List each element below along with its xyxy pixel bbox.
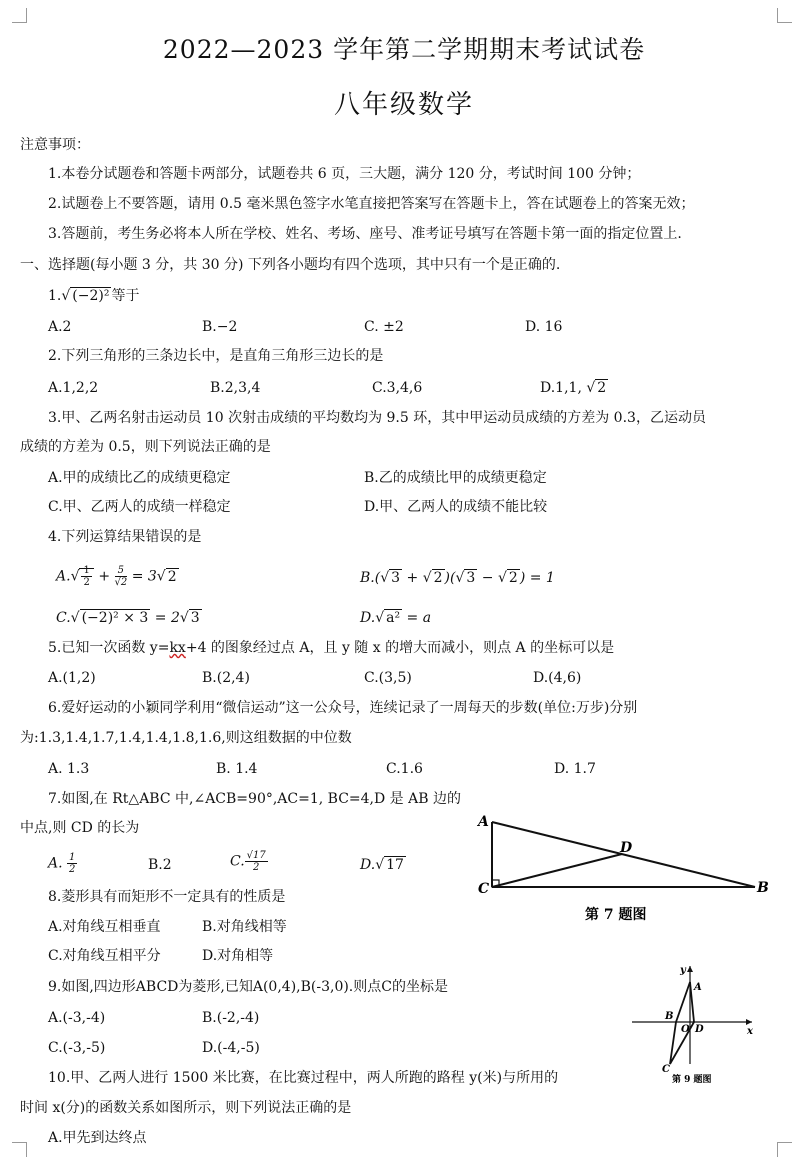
notice-heading: 注意事项： bbox=[20, 137, 90, 153]
section-1-heading: 一、选择题(每小题 3 分，共 30 分) 下列各小题均有四个选项，其中只有一个是正确的. bbox=[20, 257, 561, 273]
crop-mark-bottom-right bbox=[777, 1142, 792, 1157]
q3-option-d[interactable]: D.甲、乙两人的成绩不能比较 bbox=[364, 499, 548, 515]
q8-option-b[interactable]: B.对角线相等 bbox=[202, 919, 287, 935]
q1-suffix: 等于 bbox=[111, 288, 140, 304]
q6-option-c[interactable]: C.1.6 bbox=[386, 761, 423, 777]
q7-label-b: B bbox=[757, 880, 769, 896]
q9-label-o: O bbox=[681, 1024, 690, 1035]
notice-item-3: 3.答题前，考生务必将本人所在学校、姓名、考场、座号、准考证号填写在答题卡第一面的指定位置上. bbox=[48, 226, 682, 242]
q4-option-a[interactable]: A.√ $\frac{1}{2}$ + $\frac{5}{√2}$ = 3√ 2 bbox=[56, 565, 177, 588]
q1-option-c[interactable]: C. ±2 bbox=[364, 319, 404, 335]
q4-option-b[interactable]: B.(√ 3 + √ 2 )(√ 3 − √ 2 ) = 1 bbox=[360, 570, 555, 586]
q5-option-a[interactable]: A.(1,2) bbox=[48, 670, 96, 686]
q4-option-d[interactable]: D.√ a² = a bbox=[360, 610, 432, 626]
q9-label-d: D bbox=[695, 1024, 704, 1035]
q7-option-d[interactable]: D.√ 17 bbox=[360, 857, 404, 873]
question-7-stem-line-1: 7.如图,在 Rt△ABC 中,∠ACB=90°,AC=1, BC=4,D 是 AB 边的 bbox=[48, 791, 461, 807]
q9-caption: 第 9 题图 bbox=[672, 1075, 712, 1085]
q1-option-d[interactable]: D. 16 bbox=[525, 319, 563, 335]
q2-option-d[interactable]: D.1,1, √ 2 bbox=[540, 380, 607, 396]
q7-label-c: C bbox=[478, 881, 490, 897]
q7-label-d: D bbox=[620, 840, 633, 856]
q9-option-a[interactable]: A.(-3,-4) bbox=[48, 1010, 106, 1026]
q6-option-d[interactable]: D. 1.7 bbox=[554, 761, 596, 777]
notice-item-1: 1.本卷分试题卷和答题卡两部分，试题卷共 6 页，三大题，满分 120 分，考试时间 100 分钟； bbox=[48, 166, 641, 182]
exam-subtitle: 八年级数学 bbox=[333, 90, 474, 120]
q10-option-a[interactable]: A.甲先到达终点 bbox=[48, 1130, 147, 1146]
question-1-stem: 1.√ (−2)² 等于 bbox=[48, 288, 140, 304]
question-5-stem: 5.已知一次函数 y=kx+4 的图象经过点 A，且 y 随 x 的增大而减小，则点 A 的坐标可以是 bbox=[48, 640, 615, 656]
q3-option-a[interactable]: A.甲的成绩比乙的成绩更稳定 bbox=[48, 470, 231, 486]
question-2-stem: 2.下列三角形的三条边长中，是直角三角形三边长的是 bbox=[48, 348, 384, 364]
q1-radicand: (−2)² bbox=[72, 288, 110, 304]
exam-title: 2022—2023 学年第二学期期末考试试卷 bbox=[162, 35, 646, 64]
question-3-stem-line-1: 3.甲、乙两名射击运动员 10 次射击成绩的平均数均为 9.5 环，其中甲运动员成绩的方差为 0.3，乙运动员 bbox=[48, 410, 706, 426]
question-4-stem: 4.下列运算结果错误的是 bbox=[48, 529, 202, 545]
question-9-stem: 9.如图,四边形ABCD为菱形,已知A(0,4),B(-3,0).则点C的坐标是 bbox=[48, 979, 448, 995]
q5-option-c[interactable]: C.(3,5) bbox=[364, 670, 412, 686]
q6-option-a[interactable]: A. 1.3 bbox=[48, 761, 90, 777]
q7-option-a[interactable]: A. $\frac{1}{2}$ bbox=[48, 852, 76, 875]
q2-option-a[interactable]: A.1,2,2 bbox=[48, 380, 99, 396]
q4-option-c[interactable]: C.√ (−2)² × 3 = 2√ 3 bbox=[56, 610, 200, 626]
q8-option-a[interactable]: A.对角线互相垂直 bbox=[48, 919, 161, 935]
q3-option-c[interactable]: C.甲、乙两人的成绩一样稳定 bbox=[48, 499, 231, 515]
q3-option-b[interactable]: B.乙的成绩比甲的成绩更稳定 bbox=[364, 470, 547, 486]
question-10-stem-line-2: 时间 x(分)的函数关系如图所示，则下列说法正确的是 bbox=[20, 1100, 352, 1116]
q7-triangle-figure bbox=[470, 808, 770, 930]
q9-option-c[interactable]: C.(-3,-5) bbox=[48, 1040, 106, 1056]
q5-option-b[interactable]: B.(2,4) bbox=[202, 670, 250, 686]
q6-option-b[interactable]: B. 1.4 bbox=[216, 761, 258, 777]
q2-option-b[interactable]: B.2,3,4 bbox=[210, 380, 261, 396]
question-10-stem-line-1: 10.甲、乙两人进行 1500 米比赛，在比赛过程中，两人所跑的路程 y(米)与所用的 bbox=[48, 1070, 559, 1086]
q7-segment-cd bbox=[492, 854, 622, 887]
q8-option-d[interactable]: D.对角相等 bbox=[202, 948, 274, 964]
q7-label-a: A bbox=[478, 814, 489, 830]
crop-mark-bottom-left bbox=[12, 1142, 27, 1157]
q1-option-a[interactable]: A.2 bbox=[48, 319, 72, 335]
crop-mark-top-left bbox=[12, 8, 27, 23]
q7-option-b[interactable]: B.2 bbox=[148, 857, 172, 873]
notice-item-2: 2.试题卷上不要答题，请用 0.5 毫米黑色签字水笔直接把答案写在答题卡上，答在试题卷上的答案无效； bbox=[48, 196, 695, 212]
q5-option-d[interactable]: D.(4,6) bbox=[533, 670, 582, 686]
q9-label-b: B bbox=[665, 1011, 674, 1022]
q7-option-c[interactable]: C. $\frac{√17}{2}$ bbox=[230, 850, 266, 873]
question-6-stem-line-1: 6.爱好运动的小颖同学利用“微信运动”这一公众号，连续记录了一周每天的步数(单位:万步)分别 bbox=[48, 700, 638, 716]
question-7-stem-line-2: 中点,则 CD 的长为 bbox=[20, 820, 140, 836]
q9-label-a: A bbox=[694, 982, 702, 993]
question-3-stem-line-2: 成绩的方差为 0.5，则下列说法正确的是 bbox=[20, 439, 271, 455]
question-8-stem: 8.菱形具有而矩形不一定具有的性质是 bbox=[48, 889, 286, 905]
q9-x-axis-arrow bbox=[746, 1019, 752, 1025]
q1-prefix: 1. bbox=[48, 288, 62, 304]
crop-mark-top-right bbox=[777, 8, 792, 23]
q8-option-c[interactable]: C.对角线互相平分 bbox=[48, 948, 161, 964]
q1-option-b[interactable]: B.−2 bbox=[202, 319, 238, 335]
q9-rhombus-figure bbox=[628, 960, 758, 1088]
q2-option-c[interactable]: C.3,4,6 bbox=[372, 380, 423, 396]
q9-option-b[interactable]: B.(-2,-4) bbox=[202, 1010, 260, 1026]
q9-label-c: C bbox=[662, 1064, 670, 1075]
question-6-stem-line-2: 为:1.3,1.4,1.7,1.4,1.4,1.8,1.6,则这组数据的中位数 bbox=[20, 730, 352, 746]
q9-label-x: x bbox=[747, 1026, 753, 1037]
q9-y-axis-arrow bbox=[687, 966, 693, 972]
q9-label-y: y bbox=[680, 965, 686, 976]
q9-option-d[interactable]: D.(-4,-5) bbox=[202, 1040, 260, 1056]
q7-caption: 第 7 题图 bbox=[585, 907, 647, 923]
